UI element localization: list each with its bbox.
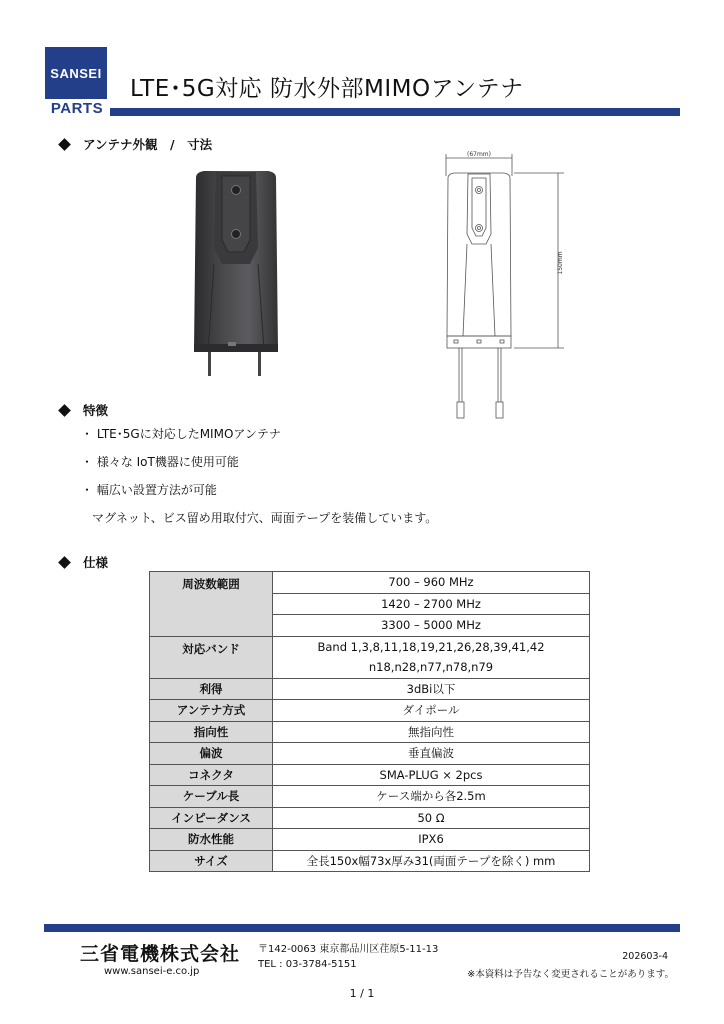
footer-rule bbox=[44, 924, 680, 932]
spec-value: ケース端から各2.5m bbox=[273, 786, 590, 808]
table-row bbox=[150, 786, 590, 808]
spec-label: 指向性 bbox=[150, 721, 273, 743]
feature-item: ・ LTE･5Gに対応したMIMOアンテナ bbox=[81, 427, 281, 441]
spec-value: 3dBi以下 bbox=[273, 678, 590, 700]
spec-label: ケーブル長 bbox=[150, 786, 273, 808]
spec-label: 利得 bbox=[150, 678, 273, 700]
spec-label: インピーダンス bbox=[150, 807, 273, 829]
spec-label: サイズ bbox=[150, 850, 273, 872]
diamond-bullet-icon bbox=[58, 138, 71, 151]
appearance-heading bbox=[58, 135, 212, 153]
feature-item: ・ 様々な IoT機器に使用可能 bbox=[81, 455, 239, 469]
page-number: 1 / 1 bbox=[349, 987, 375, 1000]
table-row bbox=[150, 721, 590, 743]
dimension-drawing bbox=[438, 148, 578, 438]
table-row bbox=[150, 829, 590, 851]
spec-value: 全長150x幅73x厚み31(両面テープを除く) mm bbox=[273, 850, 590, 872]
table-row bbox=[150, 678, 590, 700]
dim-height-label: 150mm bbox=[557, 251, 564, 275]
spec-value: 1420 – 2700 MHz bbox=[273, 593, 590, 615]
table-row bbox=[150, 572, 590, 594]
company-url: www.sansei-e.co.jp bbox=[104, 966, 200, 977]
company-tel: TEL : 03-3784-5151 bbox=[258, 959, 357, 970]
document-number: 202603-4 bbox=[622, 951, 668, 962]
spec-label: アンテナ方式 bbox=[150, 700, 273, 722]
antenna-photo bbox=[186, 168, 286, 378]
disclaimer-note: ※本資料は予告なく変更されることがあります。 bbox=[467, 969, 674, 980]
spec-value: IPX6 bbox=[273, 829, 590, 851]
appearance-heading-text: アンテナ外観 / 寸法 bbox=[83, 137, 213, 152]
spec-label: 対応バンド bbox=[150, 636, 273, 678]
table-row bbox=[150, 636, 590, 657]
page-title: LTE･5G対応 防水外部MIMOアンテナ bbox=[130, 76, 524, 102]
feature-detail: マグネット、ビス留め用取付穴、両面テープを装備しています。 bbox=[92, 511, 438, 525]
features-heading bbox=[58, 401, 108, 419]
table-row bbox=[150, 743, 590, 765]
spec-value: 700 – 960 MHz bbox=[273, 572, 590, 594]
table-row bbox=[150, 700, 590, 722]
company-name: 三省電機株式会社 bbox=[80, 943, 241, 965]
spec-value: 垂直偏波 bbox=[273, 743, 590, 765]
spec-label: 周波数範囲 bbox=[150, 572, 273, 637]
diamond-bullet-icon bbox=[58, 404, 71, 417]
features-heading-text: 特徴 bbox=[83, 403, 109, 418]
spec-value: 3300 – 5000 MHz bbox=[273, 615, 590, 637]
feature-item: ・ 幅広い設置方法が可能 bbox=[81, 483, 217, 497]
spec-value: 50 Ω bbox=[273, 807, 590, 829]
spec-value: 無指向性 bbox=[273, 721, 590, 743]
logo-subtext: PARTS bbox=[50, 100, 104, 117]
spec-value: n18,n28,n77,n78,n79 bbox=[273, 657, 590, 678]
table-row bbox=[150, 764, 590, 786]
logo-text: SANSEI bbox=[50, 65, 102, 81]
title-rule bbox=[110, 108, 680, 116]
spec-label: 防水性能 bbox=[150, 829, 273, 851]
spec-table bbox=[149, 571, 590, 872]
spec-heading-text: 仕様 bbox=[83, 555, 109, 570]
diamond-bullet-icon bbox=[58, 556, 71, 569]
table-row bbox=[150, 850, 590, 872]
spec-value: SMA-PLUG × 2pcs bbox=[273, 764, 590, 786]
spec-heading bbox=[58, 553, 108, 571]
spec-value: Band 1,3,8,11,18,19,21,26,28,39,41,42 bbox=[273, 636, 590, 657]
spec-value: ダイポール bbox=[273, 700, 590, 722]
spec-label: コネクタ bbox=[150, 764, 273, 786]
logo bbox=[45, 47, 107, 99]
table-row bbox=[150, 807, 590, 829]
dim-width-label: (67mm) bbox=[466, 151, 492, 158]
company-address: 〒142-0063 東京都品川区荏原5-11-13 bbox=[258, 944, 439, 955]
spec-label: 偏波 bbox=[150, 743, 273, 765]
